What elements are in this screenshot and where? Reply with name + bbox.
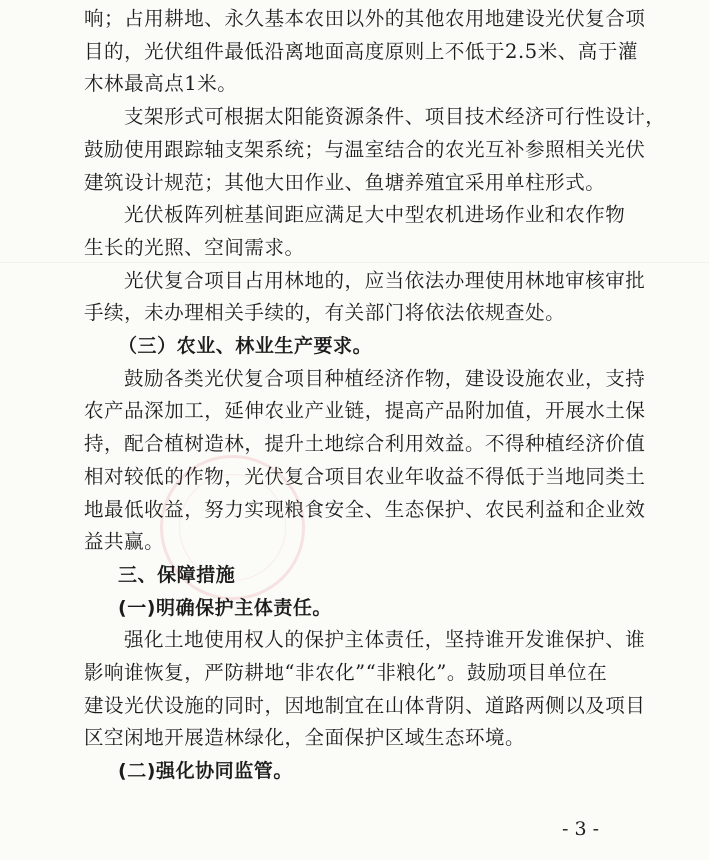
subsection-heading: (一)明确保护主体责任。 [118,596,332,619]
body-text-line: 支架形式可根据太阳能资源条件、项目技术经济可行性设计， [124,105,666,129]
body-text-line: 手续，未办理相关手续的，有关部门将依法依规查处。 [84,301,566,325]
body-text-line: 响；占用耕地、永久基本农田以外的其他农用地建设光伏复合项 [84,7,646,30]
body-text-line: 持，配合植树造林，提升土地综合利用效益。不得种植经济价值 [84,432,646,456]
body-text-line: 建筑设计规范；其他大田作业、鱼塘养殖宜采用单柱形式。 [84,170,606,194]
body-text-line: 生长的光照、空间需求。 [84,235,305,259]
body-text-line: 相对较低的作物，光伏复合项目农业年收益不得低于当地同类土 [84,464,646,488]
body-text-line: 鼓励使用跟踪轴支架系统；与温室结合的农光互补参照相关光伏 [84,137,646,161]
subsection-heading: （三）农业、林业生产要求。 [118,335,373,357]
body-text-line: 建设光伏设施的同时，因地制宜在山体背阴、道路两侧以及项目 [84,693,646,717]
body-text-line: 木林最高点1米。 [84,72,238,96]
page-number: - 3 - [562,818,600,840]
section-heading: 三、保障措施 [118,563,236,586]
body-text-line: 鼓励各类光伏复合项目种植经济作物，建设设施农业，支持 [124,366,646,390]
body-text-line: 光伏复合项目占用林地的，应当依法办理使用林地审核审批 [124,268,646,292]
body-text-line: 区空闲地开展造林绿化，全面保护区域生态环境。 [84,726,526,750]
body-text-line: 光伏板阵列桩基间距应满足大中型农机进场作业和农作物 [124,203,626,227]
body-text-line: 影响谁恢复，严防耕地“非农化”“非粮化”。鼓励项目单位在 [84,661,608,684]
body-text-line: 益共赢。 [84,530,165,554]
body-text-line: 农产品深加工，延伸农业产业链，提高产品附加值，开展水土保 [84,399,646,423]
body-text-line: 强化土地使用权人的保护主体责任，坚持谁开发谁保护、谁 [124,628,646,652]
subsection-heading: (二)强化协同监管。 [118,760,293,783]
scan-fold-line [0,262,709,263]
body-text-line: 地最低收益，努力实现粮食安全、生态保护、农民利益和企业效 [84,497,646,521]
body-text-line: 目的，光伏组件最低沿离地面高度原则上不低于2.5米、高于灌 [84,39,638,63]
